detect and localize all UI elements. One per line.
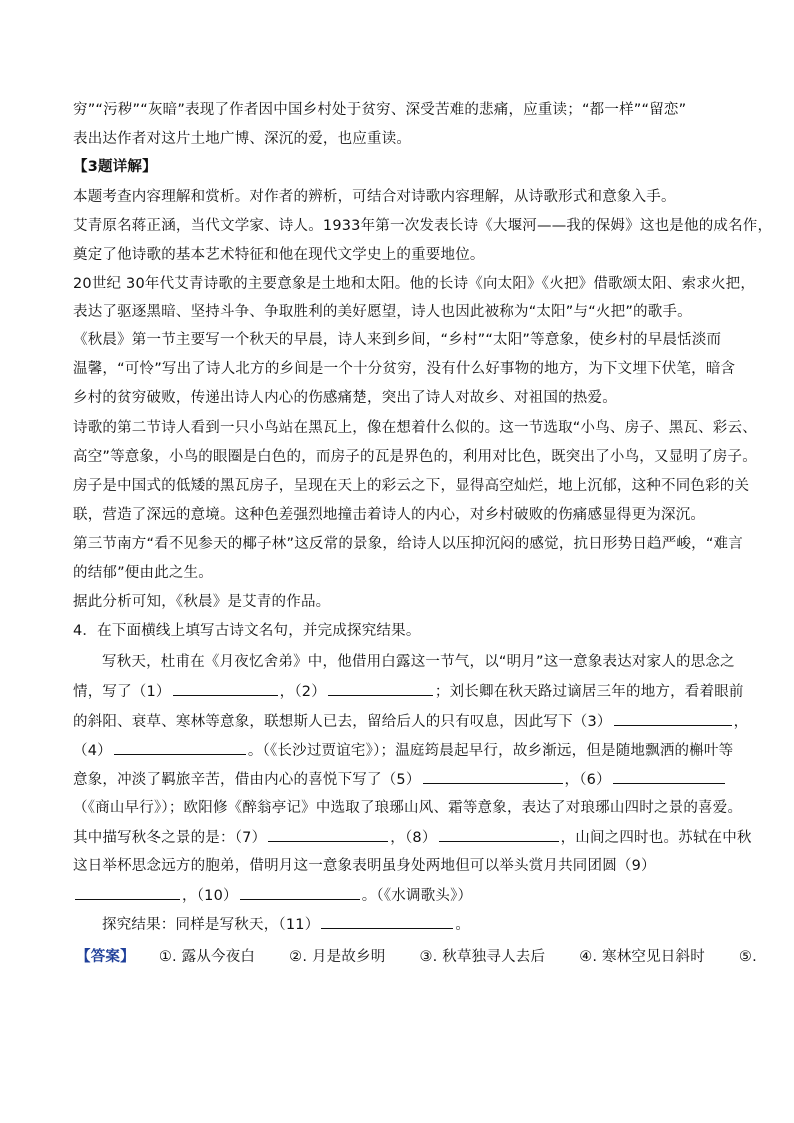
text-line: 20世纪 30年代艾青诗歌的主要意象是土地和太阳。他的长诗《向太阳》《火把》借歌颂太阳、索求火把， bbox=[73, 276, 756, 292]
text-line: 诗歌的第二节诗人看到一只小鸟站在黑瓦上，像在想着什么似的。这一节选取“小鸟、房子、黑瓦、彩云、 bbox=[73, 420, 757, 436]
answer-blank-8[interactable] bbox=[439, 827, 559, 842]
text-line: 奠定了他诗歌的基本艺术特征和他在现代文学史上的重要地位。 bbox=[73, 247, 485, 263]
answer-blank-7[interactable] bbox=[268, 827, 388, 842]
question-text: ，（8） bbox=[390, 830, 437, 846]
question-text: 。（《水调歌头》） bbox=[361, 888, 473, 904]
text-line: 联，营造了深远的意境。这种色差强烈地撞击着诗人的内心，对乡村破败的伤痛感显得更为深沉。 bbox=[73, 507, 706, 523]
question-text: 情，写了（1） bbox=[73, 684, 171, 700]
question-text: 其中描写秋冬之景的是：（7） bbox=[73, 830, 267, 846]
question-line bbox=[73, 769, 727, 790]
question-text: 。 bbox=[455, 917, 471, 933]
question-text: ，（6） bbox=[564, 772, 611, 788]
question-text: 意象，冲淡了羁旅辛苦，借由内心的喜悦下写了（5） bbox=[73, 772, 421, 788]
answer-tag: 【答案】 bbox=[76, 949, 135, 965]
answer-item: ①. 露从今夜白 bbox=[158, 949, 256, 965]
text-line: 高空”等意象，小鸟的眼圈是白色的，而房子的瓦是界色的，利用对比色，既突出了小鸟，又显明了房子。 bbox=[73, 449, 757, 465]
question-line bbox=[73, 681, 744, 702]
answer-blank-10[interactable] bbox=[240, 885, 360, 900]
answer-blank-9[interactable] bbox=[75, 885, 180, 900]
question-text: ，（10） bbox=[182, 888, 238, 904]
question-text: （《商山早行》）；欧阳修《醉翁亭记》中选取了琅琊山风、霜等意象，表达了对琅琊山四时之景的喜爱。 bbox=[73, 800, 743, 816]
answer-blank-1[interactable] bbox=[173, 681, 278, 696]
answer-item: ④. 寒林空见日斜时 bbox=[579, 949, 705, 965]
answer-line bbox=[76, 947, 757, 967]
answer-blank-2[interactable] bbox=[328, 681, 433, 696]
answer-item: ②. 月是故乡明 bbox=[289, 949, 386, 965]
text-line: 表达了驱逐黑暗、坚持斗争、争取胜利的美好愿望，诗人也因此被称为“太阳”与“火把”的歌手。 bbox=[73, 304, 692, 320]
question-line bbox=[73, 827, 752, 848]
text-line: 穷”“污秽”“灰暗”表现了作者因中国乡村处于贫穷、深受苦难的悲痛，应重读；“都一样”“留恋” bbox=[73, 102, 687, 118]
question-text: 写秋天，杜甫在《月夜忆舍弟》中，他借用白露这一节气，以“明月”这一意象表达对家人的思念之 bbox=[102, 654, 735, 670]
answer-item: ⑤. bbox=[738, 949, 757, 965]
question-text: ；刘长卿在秋天路过谪居三年的地方，看着眼前 bbox=[434, 684, 744, 700]
text-line: 第三节南方“看不见参天的椰子林”这反常的景象，给诗人以压抑沉闷的感觉，抗日形势日趋严峻，“难言 bbox=[73, 536, 743, 552]
text-line: 表出达作者对这片土地广博、深沉的爱，也应重读。 bbox=[73, 131, 412, 147]
answer-blank-11[interactable] bbox=[321, 914, 453, 929]
question-text: 的斜阳、衰草、寒林等意象，联想斯人已去，留给后人的只有叹息，因此写下（3） bbox=[73, 714, 612, 730]
text-line: 本题考查内容理解和赏析。对作者的辨析，可结合对诗歌内容理解，从诗歌形式和意象入手。 bbox=[73, 189, 676, 205]
question-text: 这日举杯思念远方的胞弟，借明月这一意象表明虽身处两地但可以举头赏月共同团圆（9） bbox=[73, 858, 656, 874]
text-line: 的结郁”便由此之生。 bbox=[73, 565, 214, 581]
answer-blank-6[interactable] bbox=[613, 769, 725, 784]
answer-blank-4[interactable] bbox=[114, 740, 246, 755]
text-line: 温馨，“可怜”写出了诗人北方的乡间是一个十分贫穷，没有什么好事物的地方，为下文埋下伏笔，暗含 bbox=[73, 361, 736, 377]
section-heading: 【3题详解】 bbox=[73, 159, 157, 175]
answer-item: ③. 秋草独寻人去后 bbox=[419, 949, 546, 965]
question-text: ，山间之四时也。苏轼在中秋 bbox=[560, 830, 752, 846]
question-line bbox=[102, 914, 470, 935]
question-text: ， bbox=[733, 714, 749, 730]
question-line bbox=[73, 885, 472, 906]
question-text: ，（2） bbox=[279, 684, 326, 700]
question-heading: 4．在下面横线上填写古诗文名句，并完成探究结果。 bbox=[73, 623, 421, 639]
text-line: 乡村的贫穷破败，传递出诗人内心的伤感痛楚，突出了诗人对故乡、对祖国的热爱。 bbox=[73, 390, 617, 406]
question-line bbox=[73, 711, 748, 732]
question-text: （4） bbox=[73, 743, 112, 759]
question-line bbox=[73, 740, 733, 761]
answer-blank-3[interactable] bbox=[614, 711, 732, 726]
answer-blank-5[interactable] bbox=[423, 769, 563, 784]
text-line: 据此分析可知，《秋晨》是艾青的作品。 bbox=[73, 594, 331, 610]
text-line: 艾青原名蒋正涵，当代文学家、诗人。1933年第一次发表长诗《大堰河——我的保姆》这也是他的成名作， bbox=[73, 218, 773, 234]
question-text: 。（《长沙过贾谊宅》）；温庭筠晨起早行，故乡渐远，但是随地飘洒的槲叶等 bbox=[247, 743, 734, 759]
text-line: 房子是中国式的低矮的黑瓦房子，呈现在天上的彩云之下，显得高空灿烂，地上沉郁，这种不同色彩的关 bbox=[73, 478, 750, 494]
text-line: 《秋晨》第一节主要写一个秋天的早晨，诗人来到乡间，“乡村”“太阳”等意象，使乡村的早晨恬淡而 bbox=[73, 332, 722, 348]
question-text: 探究结果：同样是写秋天，（11） bbox=[102, 917, 320, 933]
